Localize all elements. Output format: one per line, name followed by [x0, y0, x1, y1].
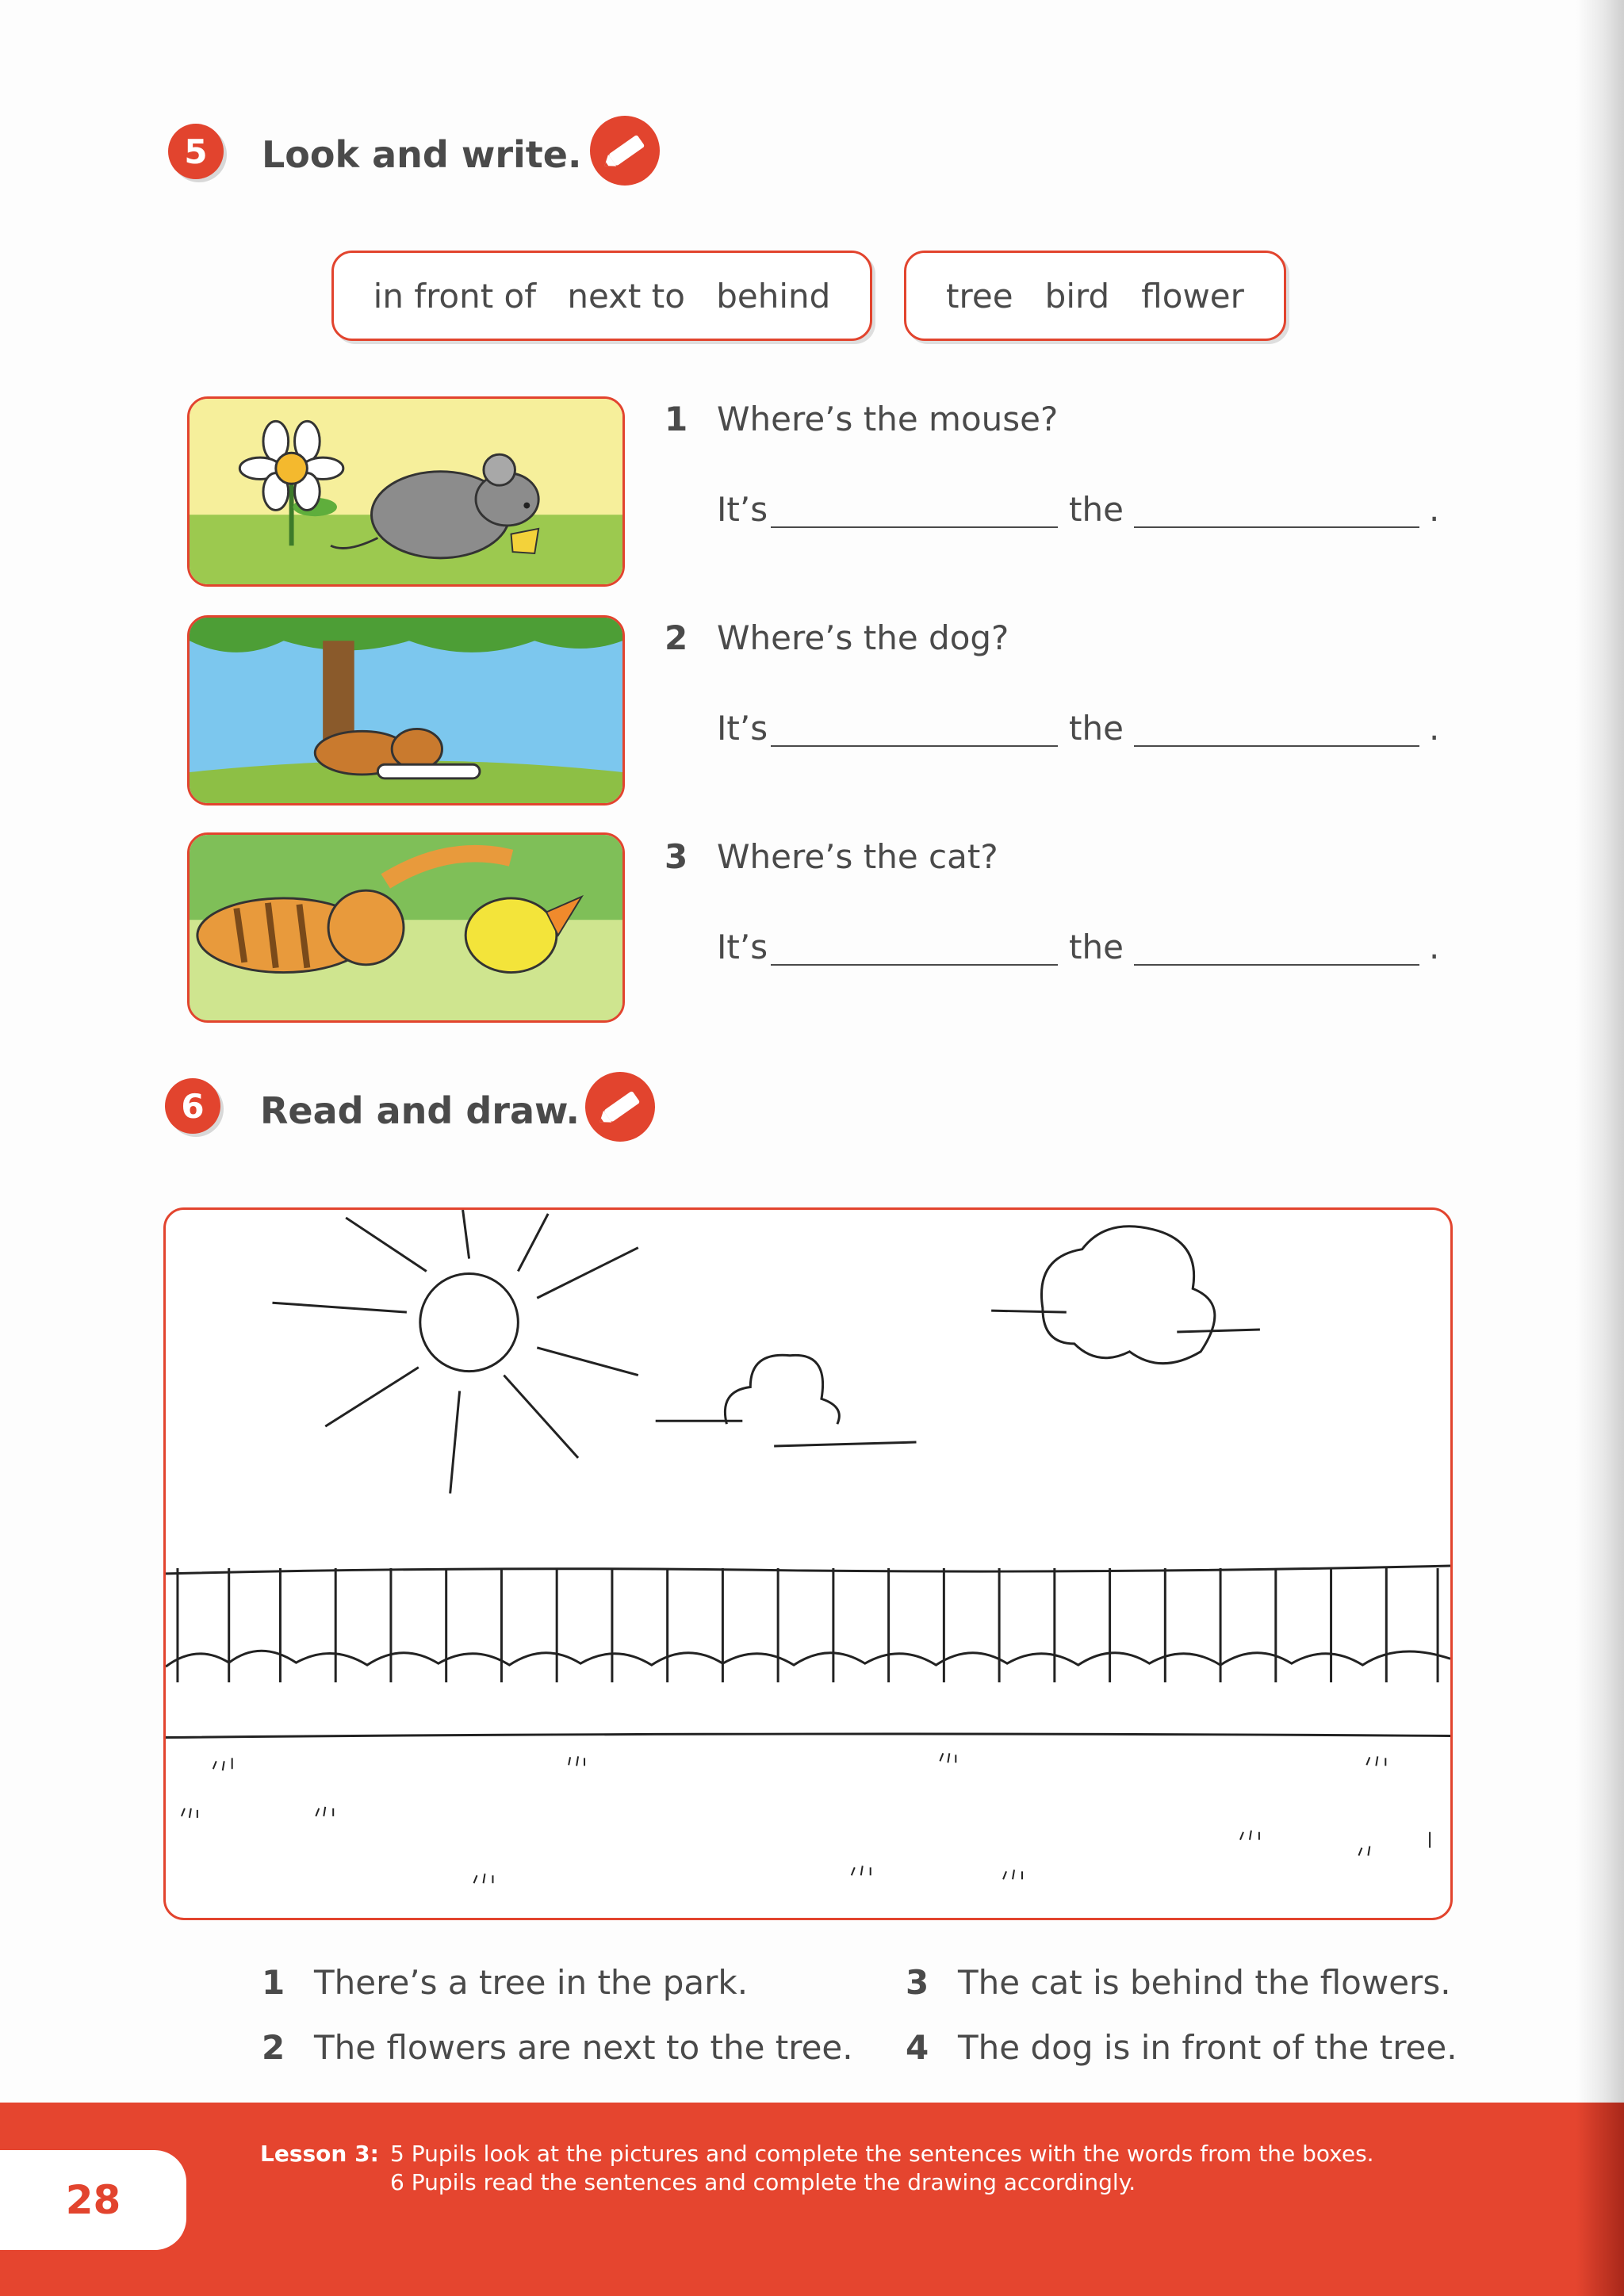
sentence-4-number: 4	[906, 2028, 929, 2067]
word-flower: flower	[1141, 276, 1244, 316]
sun-rays	[273, 1210, 638, 1494]
picture-dog	[187, 615, 625, 806]
word-bird: bird	[1044, 276, 1110, 316]
sentence-1-number: 1	[262, 1963, 285, 2002]
answer-1-blank-1[interactable]	[771, 526, 1058, 528]
word-behind: behind	[716, 276, 831, 316]
picture-mouse	[187, 396, 625, 587]
footer-edge	[1576, 2103, 1624, 2296]
exercise-title: Read and draw.	[260, 1089, 580, 1132]
page-number-tab	[0, 2150, 186, 2250]
sentence-2-number: 2	[262, 2028, 285, 2067]
question-2-the: the	[1069, 709, 1124, 748]
sentence-3-number: 3	[906, 1963, 929, 2002]
ground-line	[166, 1734, 1450, 1738]
page-number: 28	[65, 2177, 121, 2223]
exercise-number-badge: 6	[165, 1078, 220, 1134]
question-1-its: It’s	[717, 490, 768, 529]
question-2-its: It’s	[717, 709, 768, 748]
question-2-period: .	[1429, 709, 1440, 748]
word-box-nouns	[904, 251, 1286, 341]
answer-3-blank-2[interactable]	[1134, 964, 1419, 966]
grass-tufts	[182, 1753, 1430, 1883]
picture-cat	[187, 832, 625, 1023]
question-2-number: 2	[665, 618, 688, 657]
pencil-icon	[584, 1070, 657, 1143]
question-3-text: Where’s the cat?	[717, 837, 998, 876]
pencil-icon	[588, 114, 661, 187]
footer-bar	[0, 2103, 1624, 2296]
word-tree: tree	[946, 276, 1013, 316]
question-2-text: Where’s the dog?	[717, 618, 1009, 657]
answer-1-blank-2[interactable]	[1134, 526, 1419, 528]
question-3-its: It’s	[717, 928, 768, 966]
cloud-large	[1041, 1226, 1214, 1364]
teacher-note-5: 5 Pupils look at the pictures and complete the sentences with the words from the boxes.	[390, 2141, 1374, 2167]
exercise-number-badge: 5	[168, 124, 224, 179]
word-next-to: next to	[567, 276, 685, 316]
answer-2-blank-1[interactable]	[771, 745, 1058, 747]
lesson-label: Lesson 3:	[260, 2141, 379, 2167]
question-3-period: .	[1429, 928, 1440, 966]
word-in-front-of: in front of	[373, 276, 537, 316]
question-1-period: .	[1429, 490, 1440, 529]
question-1-text: Where’s the mouse?	[717, 400, 1059, 438]
page-edge	[1576, 0, 1624, 2296]
fence-rail	[166, 1566, 1450, 1574]
word-box-prepositions	[331, 251, 872, 341]
exercise-title: Look and write.	[262, 133, 582, 176]
answer-3-blank-1[interactable]	[771, 964, 1058, 966]
question-1-the: the	[1069, 490, 1124, 529]
sentence-2-text: The flowers are next to the tree.	[314, 2028, 853, 2067]
sentence-4-text: The dog is in front of the tree.	[958, 2028, 1457, 2067]
sentence-1-text: There’s a tree in the park.	[314, 1963, 749, 2002]
cloud-small	[725, 1355, 839, 1424]
answer-2-blank-2[interactable]	[1134, 745, 1419, 747]
question-3-number: 3	[665, 837, 688, 876]
sun-drawing	[420, 1273, 519, 1371]
question-1-number: 1	[665, 400, 688, 438]
bushes	[166, 1651, 1450, 1667]
teacher-note-6: 6 Pupils read the sentences and complete the drawing accordingly.	[390, 2169, 1136, 2195]
sentence-3-text: The cat is behind the flowers.	[958, 1963, 1451, 2002]
drawing-area[interactable]	[163, 1207, 1453, 1920]
question-3-the: the	[1069, 928, 1124, 966]
